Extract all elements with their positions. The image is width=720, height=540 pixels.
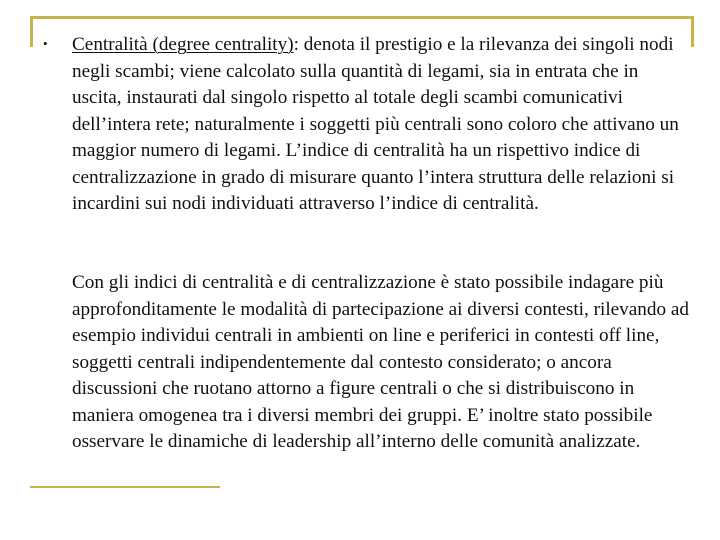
bullet-marker: •	[43, 36, 48, 51]
paragraph-1-body: denota il prestigio e la rilevanza dei singoli nodi negli scambi; viene calcolato sulla quantità di legami, sia in entrata che in uscita, instaurati dal singolo rispetto al totale degli scambi comunicativi dell’intera rete; naturalmente i soggetti più centrali sono coloro che attivano un maggior numero di legami. L’indice di centralità ha un rispettivo indice di centralizzazione in grado di misurare quanto l’intera struttura delle relazioni si incardini sui nodi individuati attraverso l’indice di centralità.	[72, 34, 679, 214]
paragraph-centralization-findings: Con gli indici di centralità e di centralizzazione è stato possibile indagare più approfonditamente le modalità di partecipazione ai diversi contesti, rilevando ad esempio individui centrali in ambienti on line e periferici in contesti off line, soggetti centrali indipendentemente dal contesto considerato; o ancora discussioni che ruotano attorno a figure centrali o che si distribuiscono in maniera omogenea tra i diversi membri dei gruppi. E’ inoltre stato possibile osservare le dinamiche di leadership all’interno delle comunità analizzate.	[72, 272, 689, 452]
paragraph-degree-centrality	[72, 32, 690, 218]
term-colon: :	[293, 34, 299, 55]
term-degree-centrality: Centralità (degree centrality)	[72, 34, 294, 55]
